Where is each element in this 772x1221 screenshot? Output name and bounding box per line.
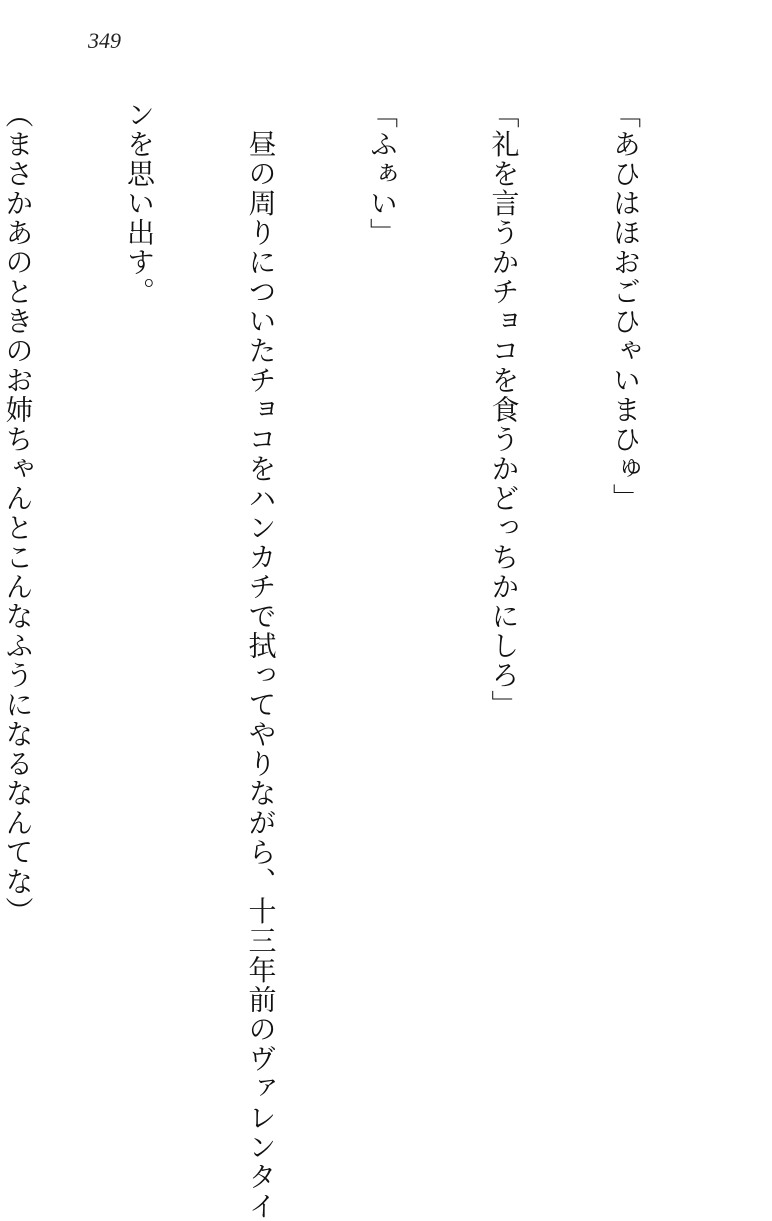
text-line: 「あひはほおごひゃいまひゅ」 bbox=[609, 100, 642, 513]
text-line: （まさかあのときのお姉ちゃんとこんなふうになるなんてな） bbox=[1, 100, 35, 926]
text-line: 「ふぁい」 bbox=[366, 100, 399, 248]
text-line: 昼の周りについたチョコをハンカチで拭ってやりながら、十三年前のヴァレンタイ bbox=[244, 100, 278, 1221]
page-number: 349 bbox=[88, 28, 121, 53]
text-line: 「礼を言うかチョコを食うかどっちかにしろ」 bbox=[487, 100, 521, 720]
text-line: ンを思い出す。 bbox=[123, 100, 156, 307]
novel-text-body bbox=[0, 100, 726, 1221]
